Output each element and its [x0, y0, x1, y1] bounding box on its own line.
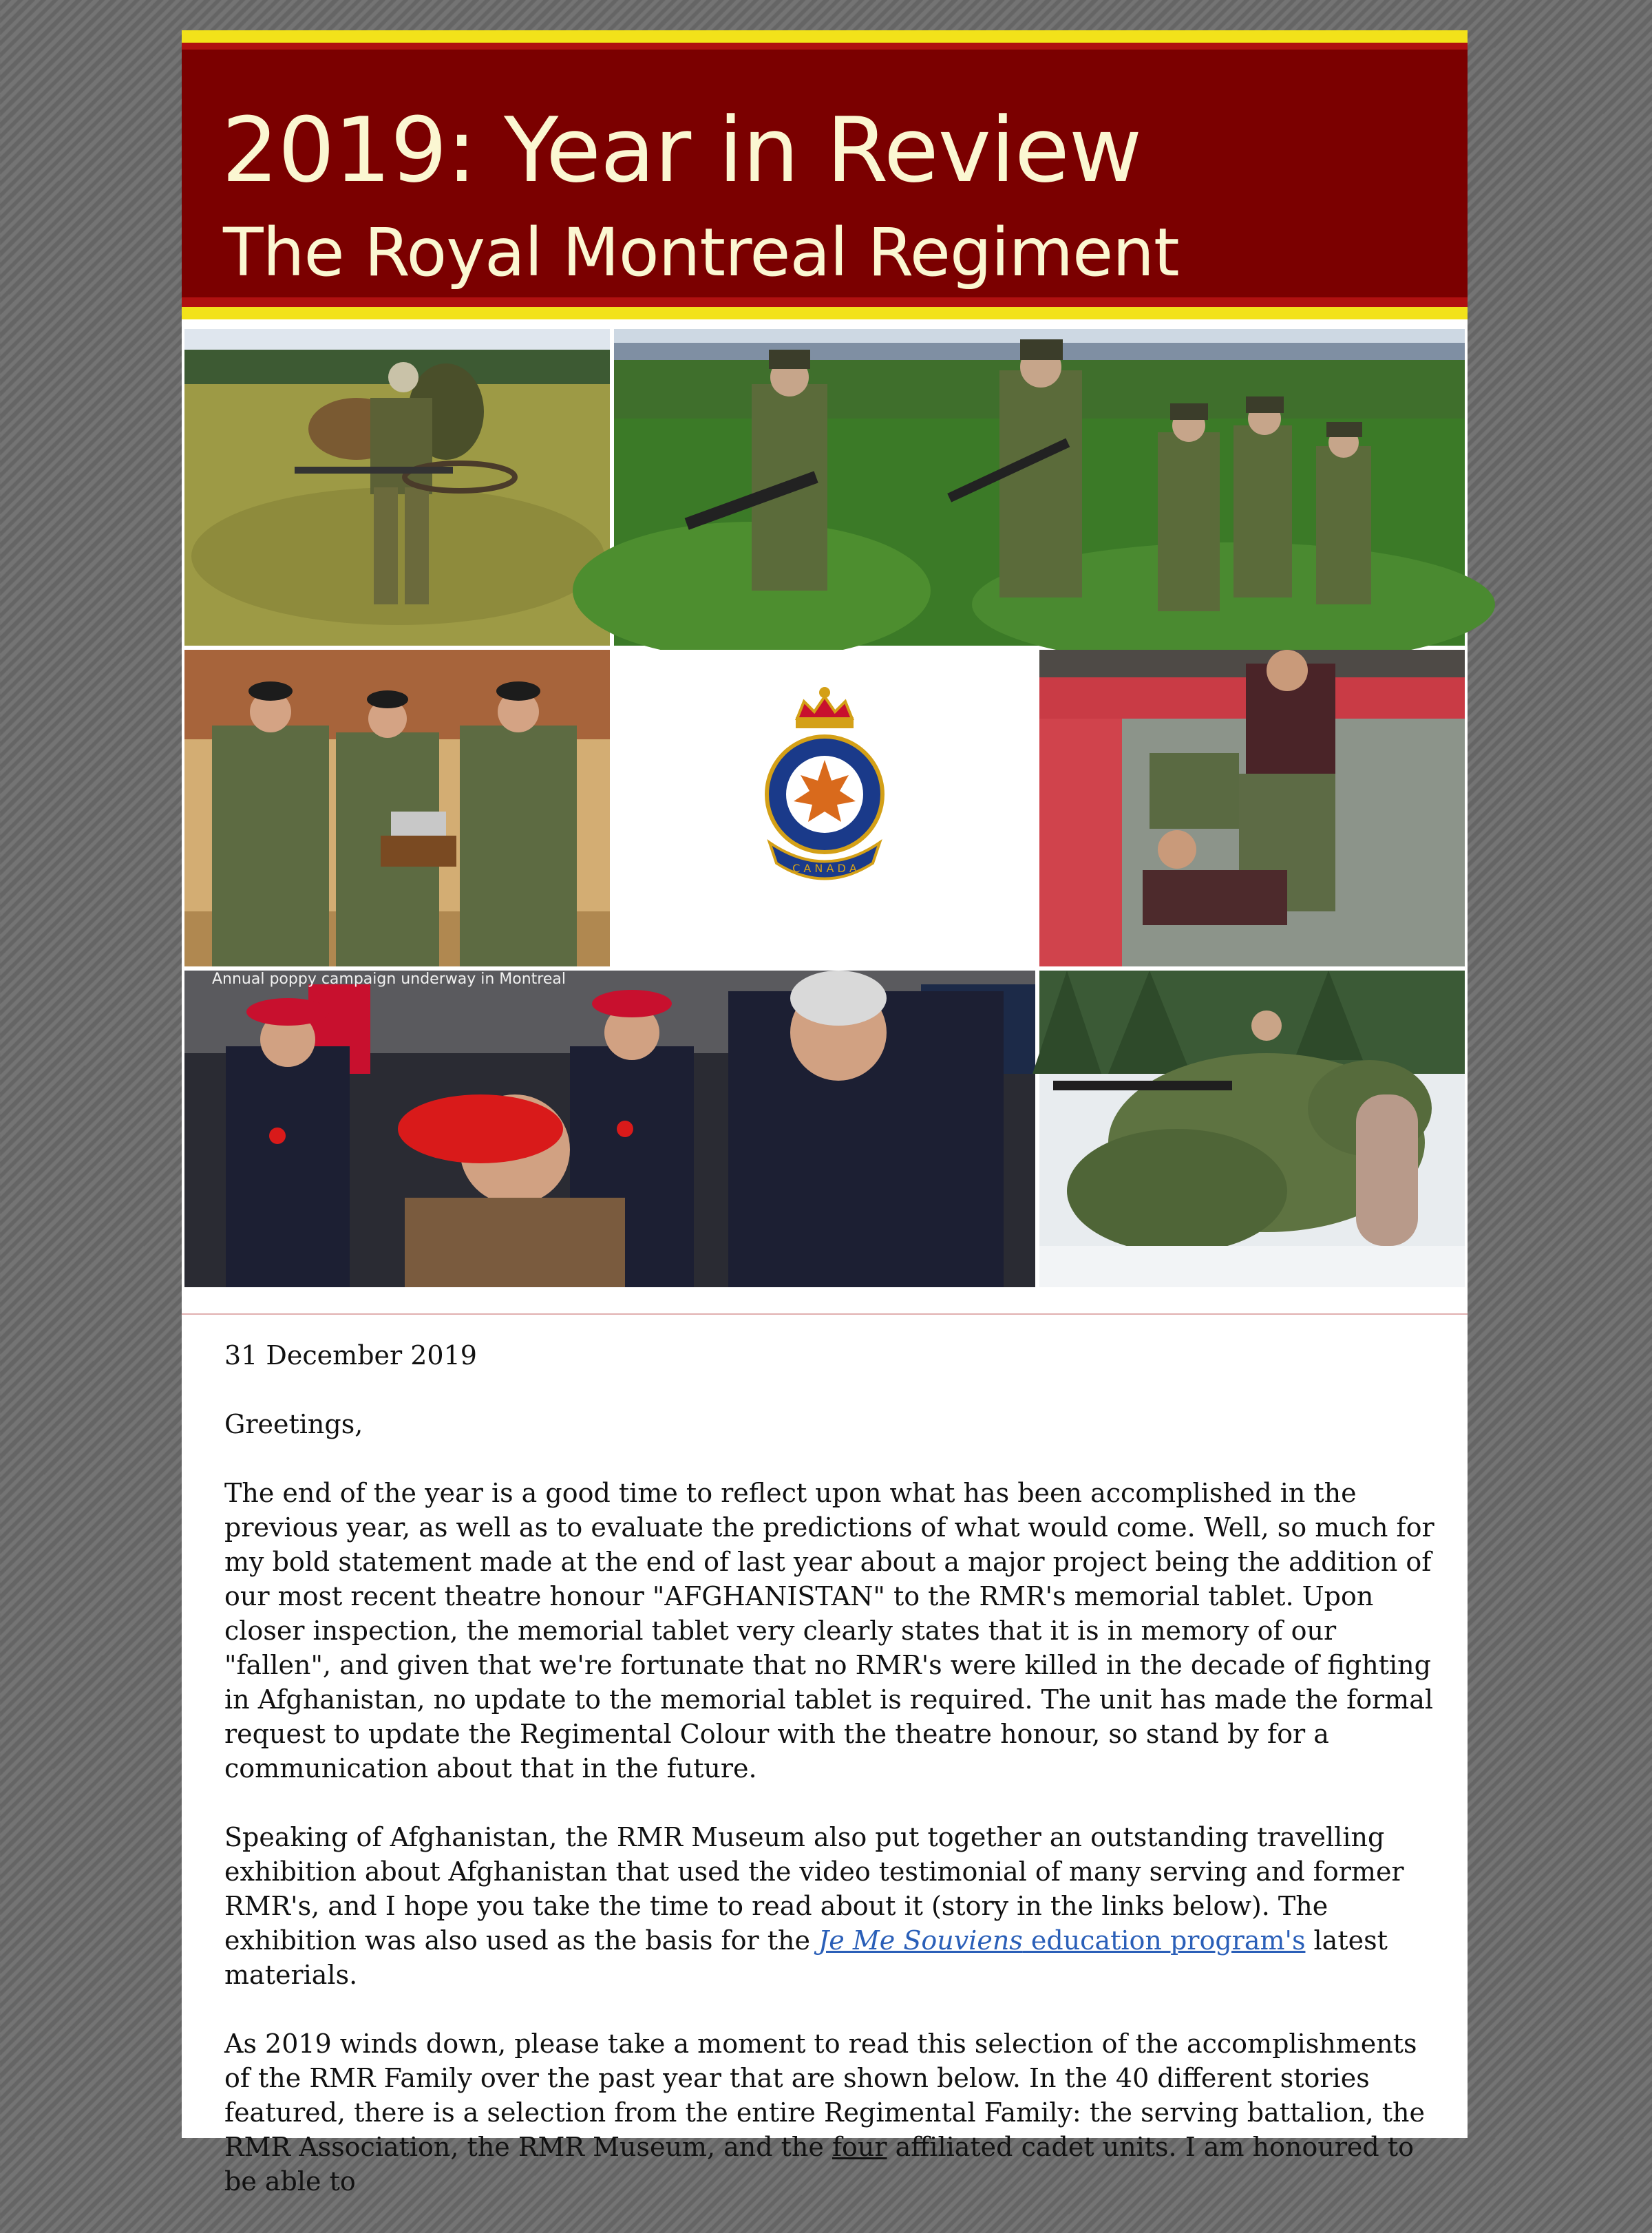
photo-combat-training	[1039, 650, 1465, 966]
svg-text:C A N A D A: C A N A D A	[792, 862, 857, 875]
letter-greeting: Greetings,	[224, 1409, 363, 1439]
paragraph-accomplishments-text: As 2019 winds down, please take a moment to read this selection of the accomplishments of the RMR Family over the past year that are shown below. In the 40 different stories featured, there is a selection from the entire Regimental Family: the serving battalion, the RMR Association, the RMR Museum, and the	[224, 2029, 1425, 2162]
letter-date: 31 December 2019	[224, 1340, 477, 1371]
photo-soldiers-in-field	[614, 329, 1465, 646]
paragraph-museum-exhibition	[224, 1820, 1436, 1992]
photo-trophy-presentation	[184, 650, 610, 966]
photo-winter-machine-gun	[1039, 971, 1465, 1287]
je-me-souviens-link[interactable]	[818, 1925, 1305, 1956]
letter-body	[224, 1338, 1436, 2233]
paragraph-museum-end: latest materials.	[224, 1925, 1388, 1990]
paragraph-accomplishments-end: affiliated cadet units. I am honoured to be able to	[224, 2132, 1414, 2197]
paragraph-memorial-tablet: The end of the year is a good time to reflect upon what has been accomplished in the previous year, as well as to evaluate the predictions of what would come. Well, so much for my bold statement made at the end of last year about a major project being the addition of our most recent theatre honour "AFGHANISTAN" to the RMR's memorial tablet. Upon closer inspection, the memorial tablet very clearly states that it is in memory of our "fallen", and given that we're fortunate that no RMR's were killed in the decade of fighting in Afghanistan, no update to the memorial tablet is required. The unit has made the formal request to update the Regimental Colour with the theatre honour, so stand by for a communication about that in the future.	[224, 1478, 1434, 1784]
je-me-souviens-link-rest: education program's	[1022, 1925, 1306, 1956]
photo-regimental-crest	[614, 650, 1035, 966]
je-me-souviens-link-italic: Je Me Souviens	[818, 1925, 1023, 1956]
regiment-name: The Royal Montreal Regiment	[223, 214, 1179, 291]
header-banner	[182, 30, 1468, 319]
poppy-campaign-caption: Annual poppy campaign underway in Montreal	[212, 971, 566, 988]
newsletter-title: 2019: Year in Review	[222, 98, 1142, 202]
photo-collage	[182, 326, 1468, 1315]
paragraph-accomplishments	[224, 2026, 1436, 2199]
paragraph-museum-text: Speaking of Afghanistan, the RMR Museum also put together an outstanding travelling exhibition about Afghanistan that used the video testimonial of many serving and former RMR's, and I hope you take the time to read about it (story in the links below). The exhibition was also used as the basis for the	[224, 1822, 1404, 1956]
underlined-four: four	[832, 2132, 887, 2162]
photo-paratrooper-with-snowshoes	[184, 329, 610, 646]
photo-poppy-campaign	[184, 971, 1035, 1287]
newsletter-page	[182, 30, 1468, 2197]
